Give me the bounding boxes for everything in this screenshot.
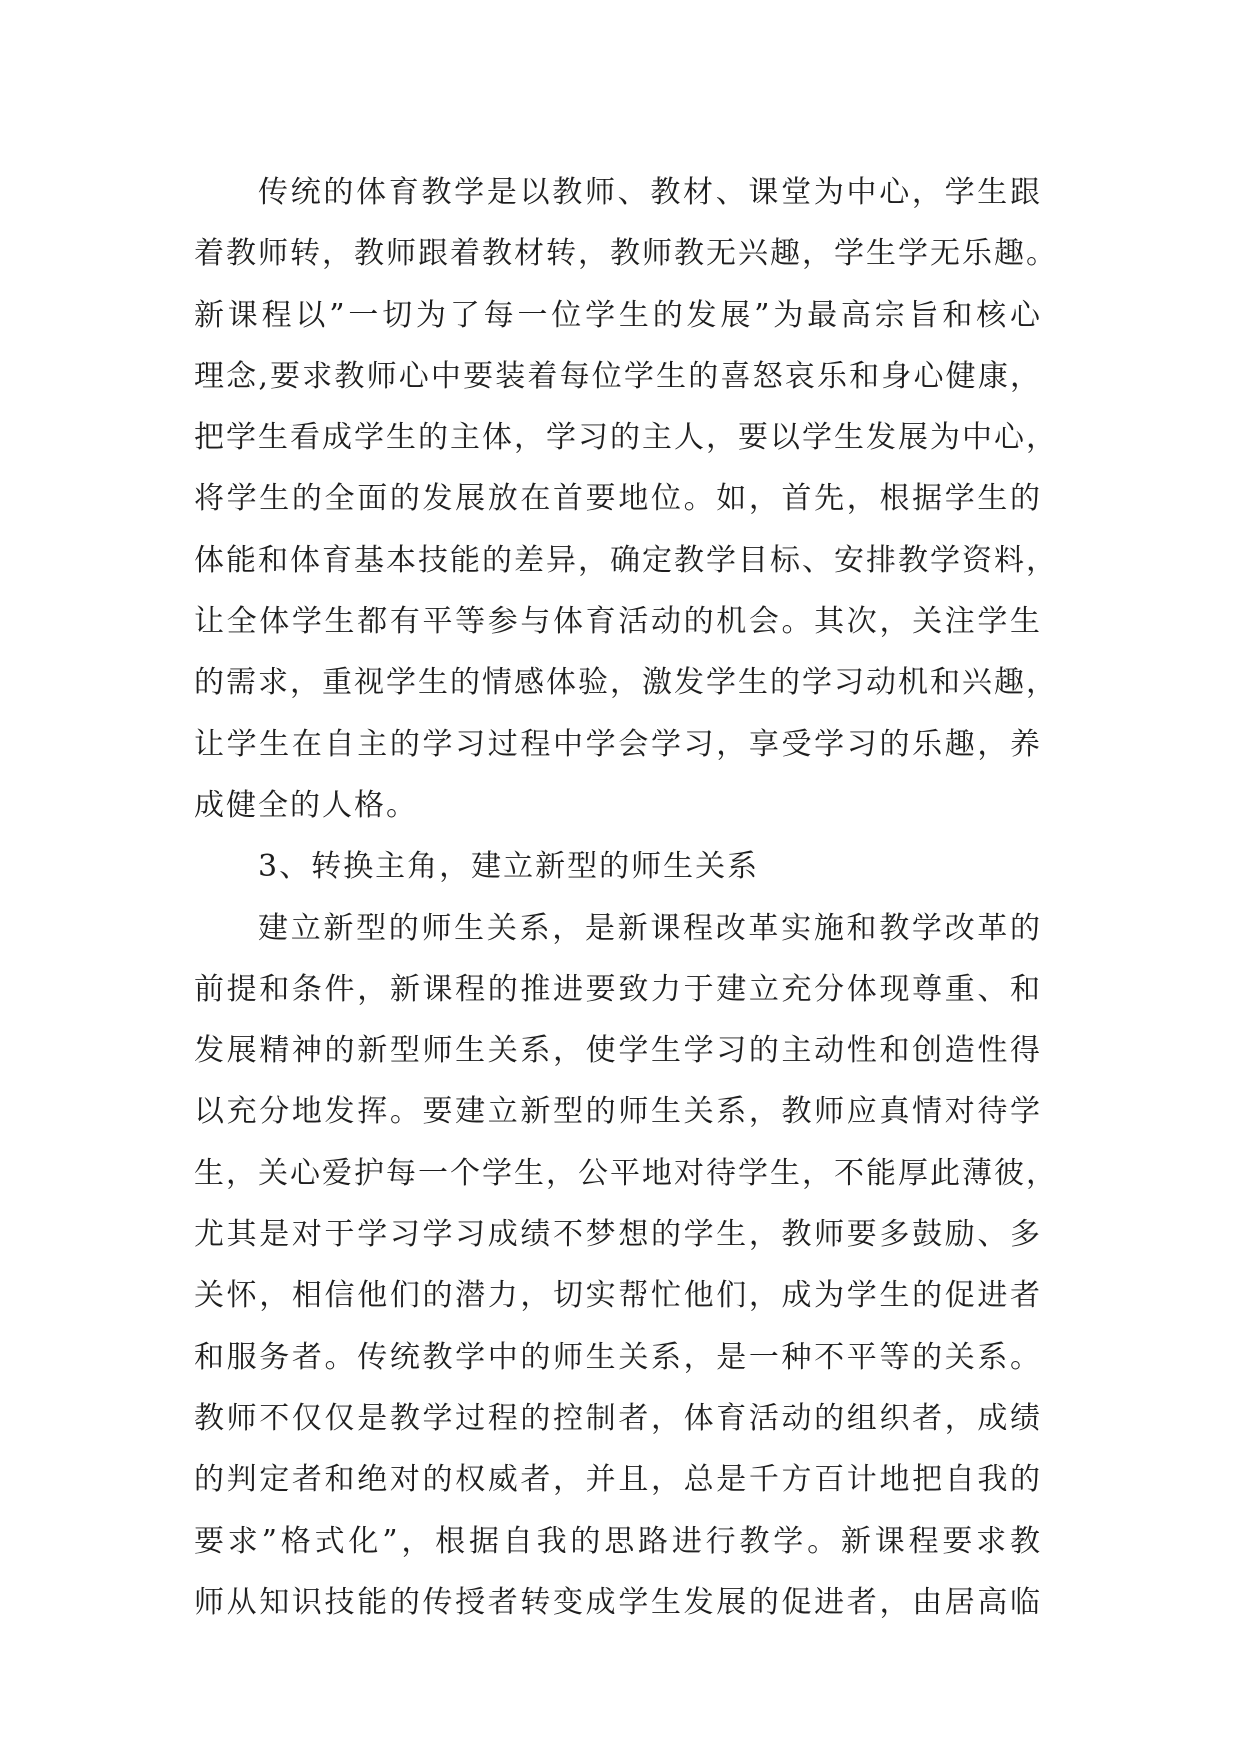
paragraph-1-line: 把学生看成学生的主体，学习的主人，要以学生发展为中心，	[194, 420, 1058, 456]
paragraph-2-line: 的判定者和绝对的权威者，并且，总是千方百计地把自我的	[194, 1462, 1042, 1498]
section-heading: 3、转换主角，建立新型的师生关系	[258, 849, 760, 885]
body-text	[194, 162, 1058, 1633]
paragraph-2-line: 教师不仅仅是教学过程的控制者，体育活动的组织者，成绩	[194, 1400, 1042, 1436]
paragraph-2-line: 前提和条件，新课程的推进要致力于建立充分体现尊重、和	[194, 971, 1042, 1007]
paragraph-1-line: 的需求，重视学生的情感体验，激发学生的学习动机和兴趣，	[194, 665, 1058, 701]
paragraph-1-line: 将学生的全面的发展放在首要地位。如，首先，根据学生的	[194, 481, 1042, 517]
paragraph-1-line: 让学生在自主的学习过程中学会学习，享受学习的乐趣，养	[194, 726, 1042, 762]
paragraph-1-line: 体能和体育基本技能的差异，确定教学目标、安排教学资料，	[194, 542, 1058, 578]
paragraph-2-line: 建立新型的师生关系，是新课程改革实施和教学改革的	[258, 910, 1042, 946]
paragraph-1-line: 让全体学生都有平等参与体育活动的机会。其次，关注学生	[194, 604, 1042, 640]
paragraph-1-line: 传统的体育教学是以教师、教材、课堂为中心，学生跟	[258, 175, 1042, 210]
paragraph-2-line: 关怀，相信他们的潜力，切实帮忙他们，成为学生的促进者	[194, 1278, 1042, 1314]
paragraph-1-line: 成健全的人格。	[194, 787, 418, 823]
paragraph-2-line: 发展精神的新型师生关系，使学生学习的主动性和创造性得	[194, 1033, 1042, 1069]
paragraph-2-line: 尤其是对于学习学习成绩不梦想的学生，教师要多鼓励、多	[194, 1217, 1042, 1253]
paragraph-2-line: 师从知识技能的传授者转变成学生发展的促进者，由居高临	[194, 1584, 1042, 1620]
paragraph-2-line: 要求”格式化”，根据自我的思路进行教学。新课程要求教	[194, 1523, 1042, 1559]
paragraph-2-line: 以充分地发挥。要建立新型的师生关系，教师应真情对待学	[194, 1094, 1042, 1130]
paragraph-1-line: 着教师转，教师跟着教材转，教师教无兴趣，学生学无乐趣。	[194, 236, 1058, 272]
paragraph-2-line: 生，关心爱护每一个学生，公平地对待学生，不能厚此薄彼，	[194, 1155, 1058, 1191]
paragraph-1-line: 理念,要求教师心中要装着每位学生的喜怒哀乐和身心健康，	[194, 358, 1042, 394]
paragraph-1-line: 新课程以”一切为了每一位学生的发展”为最高宗旨和核心	[194, 297, 1042, 333]
paragraph-2-line: 和服务者。传统教学中的师生关系，是一种不平等的关系。	[194, 1339, 1042, 1375]
